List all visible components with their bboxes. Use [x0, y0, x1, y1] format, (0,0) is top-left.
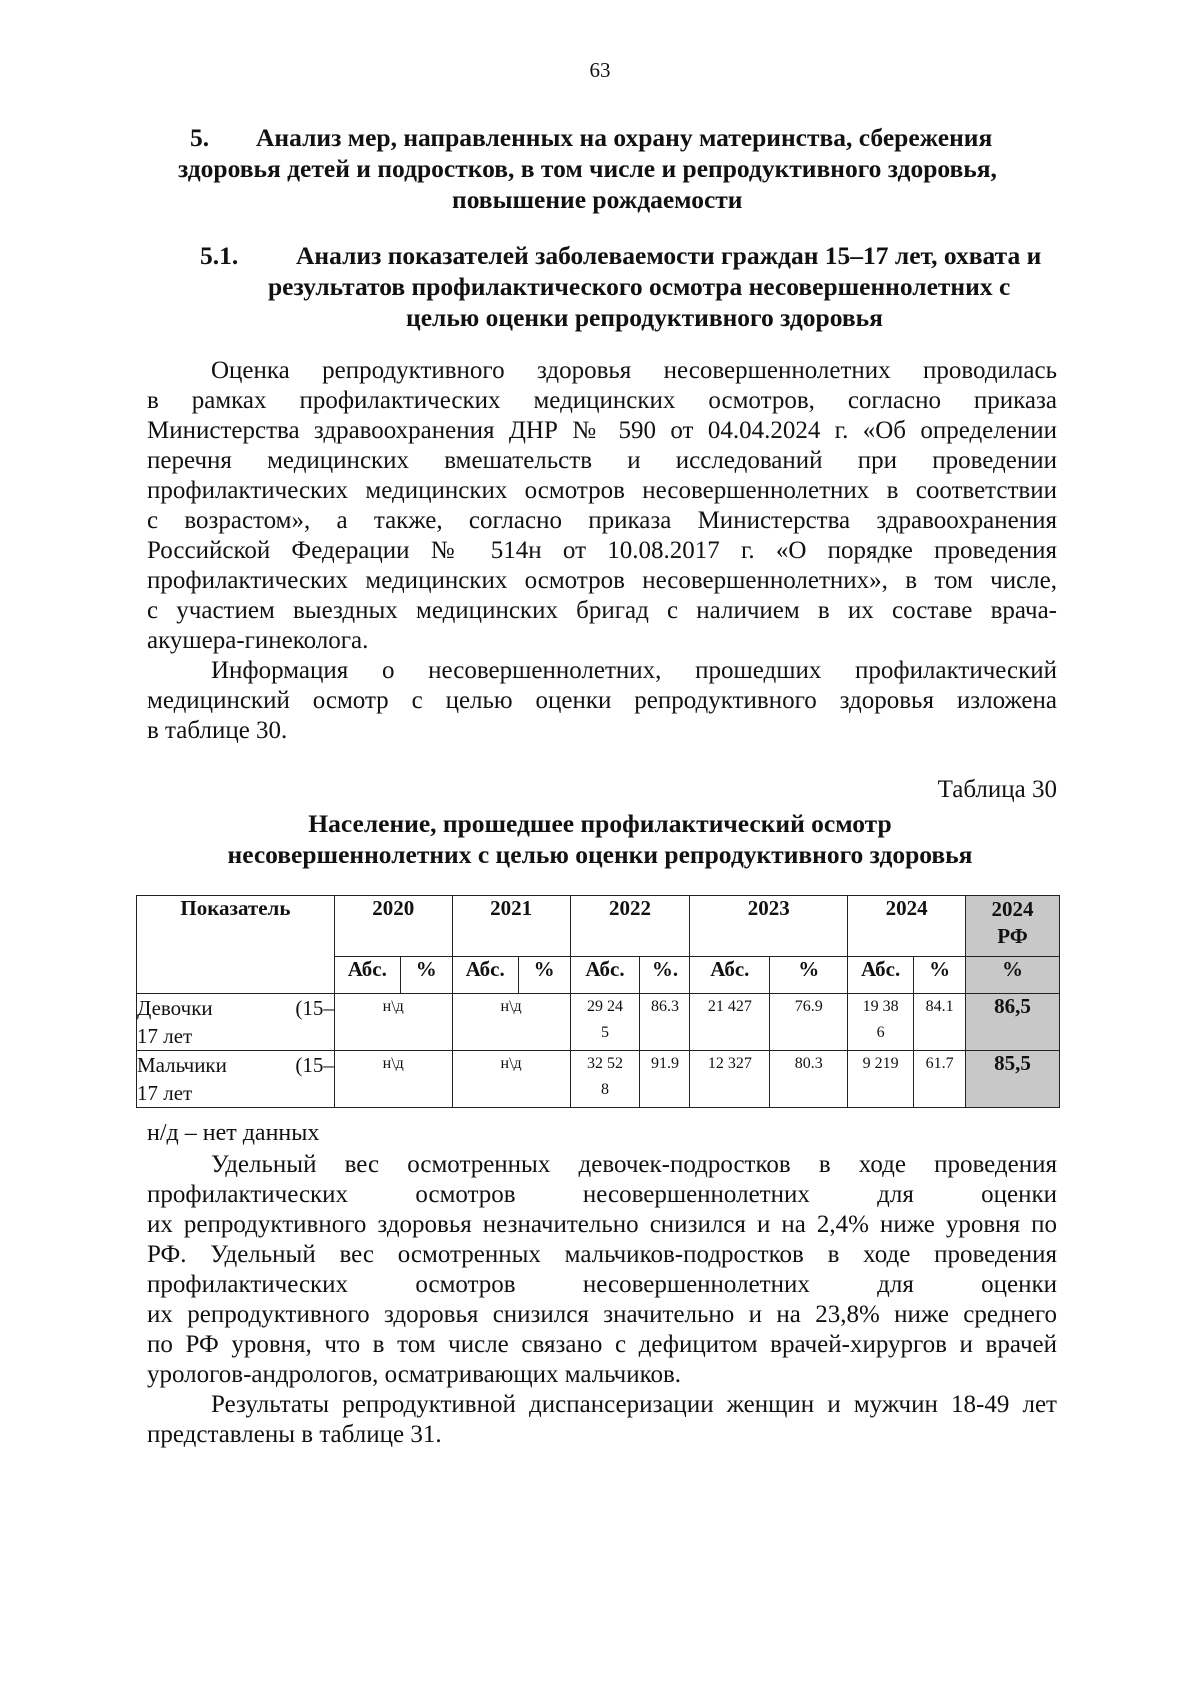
text-line: Информация о несовершеннолетних, прошедших профилактический — [211, 657, 1057, 684]
cell-abs-2022 — [570, 994, 640, 1051]
header-rf-label: РФ — [997, 924, 1028, 948]
cell-2021: н\д — [452, 1051, 570, 1108]
text-line: профилактических медицинских осмотров несовершеннолетних в соответствии — [147, 477, 1057, 504]
row-age: (15– — [295, 996, 334, 1020]
cell-abs-2022 — [570, 1051, 640, 1108]
header-rf — [966, 896, 1060, 957]
header-year: 2024 — [848, 896, 966, 957]
heading-line: здоровья детей и подростков, в том числе и репродуктивного здоровья, — [178, 154, 997, 183]
table-row — [137, 1051, 1060, 1108]
cell-abs-2023: 21 427 — [690, 994, 770, 1051]
header-abs: Абс. — [334, 957, 400, 994]
cell-rf: 86,5 — [966, 994, 1060, 1051]
table-title — [0, 808, 1200, 870]
paragraph-3 — [147, 1150, 1057, 1390]
section-number: 5.1. — [200, 241, 239, 270]
heading-line: повышение рождаемости — [452, 185, 743, 214]
header-abs: Абс. — [690, 957, 770, 994]
text-line: перечня медицинских вмешательств и исследований при проведении — [147, 447, 1057, 474]
header-pct: % — [966, 957, 1060, 994]
header-year: 2022 — [570, 896, 690, 957]
paragraph-1 — [147, 356, 1057, 656]
table-title-line: Население, прошедшее профилактический осмотр — [308, 809, 892, 838]
header-abs: Абс. — [848, 957, 914, 994]
text-line: представлены в таблице 31. — [147, 1421, 442, 1448]
text-line: в таблице 30. — [147, 717, 288, 744]
paragraph-2 — [147, 656, 1057, 746]
header-pct: % — [400, 957, 452, 994]
cell-part: 29 24 — [587, 998, 623, 1015]
text-line: с участием выездных медицинских бригад с наличием в их составе врача- — [147, 597, 1057, 624]
cell-part: 6 — [876, 1024, 885, 1041]
text-line: с возрастом», а также, согласно приказа Министерства здравоохранения — [147, 507, 1057, 534]
header-year: 2023 — [690, 896, 848, 957]
section-number: 5. — [190, 123, 210, 152]
row-name: Девочки — [137, 996, 213, 1020]
row-age-cont: 17 лет — [137, 1024, 193, 1048]
header-indicator: Показатель — [137, 896, 335, 994]
cell-pct-2024: 61.7 — [914, 1051, 966, 1108]
cell-2020: н\д — [334, 994, 452, 1051]
text-line: Министерства здравоохранения ДНР № 590 от 04.04.2024 г. «Об определении — [147, 417, 1057, 444]
table-label: Таблица 30 — [937, 776, 1057, 803]
cell-abs-2023: 12 327 — [690, 1051, 770, 1108]
text-line: РФ. Удельный вес осмотренных мальчиков-подростков в ходе проведения — [147, 1241, 1057, 1268]
header-abs: Абс. — [570, 957, 640, 994]
text-line: Российской Федерации № 514н от 10.08.2017 г. «О порядке проведения — [147, 537, 1057, 564]
row-age: (15– — [295, 1053, 334, 1077]
text-line: Результаты репродуктивной диспансеризации женщин и мужчин 18-49 лет — [211, 1391, 1057, 1418]
header-pct: % — [770, 957, 848, 994]
text-line: акушера-гинеколога. — [147, 627, 369, 654]
cell-abs-2024: 9 219 — [848, 1051, 914, 1108]
text-line: Оценка репродуктивного здоровья несовершеннолетних проводилась — [211, 357, 1057, 384]
table-row — [137, 994, 1060, 1051]
heading-line: Анализ мер, направленных на охрану материнства, сбережения — [256, 123, 993, 152]
paragraph-4 — [147, 1390, 1057, 1450]
text-line: их репродуктивного здоровья незначительно снизился и на 2,4% ниже уровня по — [147, 1211, 1057, 1238]
heading-line: целью оценки репродуктивного здоровья — [406, 303, 883, 332]
text-line: Удельный вес осмотренных девочек-подростков в ходе проведения — [211, 1151, 1057, 1178]
cell-2020: н\д — [334, 1051, 452, 1108]
header-rf-year: 2024 — [991, 897, 1034, 921]
cell-rf: 85,5 — [966, 1051, 1060, 1108]
page-number: 63 — [589, 58, 611, 82]
cell-abs-2024 — [848, 994, 914, 1051]
cell-pct-2022: 91.9 — [640, 1051, 690, 1108]
heading-line: Анализ показателей заболеваемости граждан 15–17 лет, охвата и — [296, 241, 1042, 270]
header-abs: Абс. — [452, 957, 518, 994]
header-pct: % — [914, 957, 966, 994]
row-indicator — [137, 1051, 335, 1108]
text-line: их репродуктивного здоровья снизился значительно и на 23,8% ниже среднего — [147, 1301, 1057, 1328]
cell-pct-2024: 84.1 — [914, 994, 966, 1051]
cell-pct-2022: 86.3 — [640, 994, 690, 1051]
header-year: 2021 — [452, 896, 570, 957]
cell-part: 5 — [601, 1024, 609, 1041]
text-line: урологов-андрологов, осматривающих мальчиков. — [147, 1361, 682, 1388]
cell-part: 19 38 — [862, 998, 899, 1015]
text-line: медицинский осмотр с целью оценки репродуктивного здоровья изложена — [147, 687, 1057, 714]
row-indicator — [137, 994, 335, 1051]
table-note: н/д – нет данных — [147, 1120, 320, 1146]
text-line: профилактических осмотров несовершеннолетних для оценки — [147, 1181, 1057, 1208]
text-line: в рамках профилактических медицинских осмотров, согласно приказа — [147, 387, 1057, 414]
cell-part: 32 52 — [587, 1055, 623, 1072]
cell-2021: н\д — [452, 994, 570, 1051]
cell-pct-2023: 76.9 — [770, 994, 848, 1051]
data-table — [136, 895, 1060, 1108]
text-line: по РФ уровня, что в том числе связано с дефицитом врачей-хирургов и врачей — [147, 1331, 1057, 1358]
header-year: 2020 — [334, 896, 452, 957]
header-pct: % — [518, 957, 570, 994]
table-title-line: несовершеннолетних с целью оценки репродуктивного здоровья — [227, 840, 973, 869]
text-line: профилактических медицинских осмотров несовершеннолетних», в том числе, — [147, 567, 1057, 594]
row-name: Мальчики — [137, 1053, 227, 1077]
row-age-cont: 17 лет — [137, 1081, 193, 1105]
cell-pct-2023: 80.3 — [770, 1051, 848, 1108]
cell-part: 8 — [601, 1081, 609, 1098]
heading-line: результатов профилактического осмотра несовершеннолетних с — [268, 272, 1011, 301]
header-pct: %. — [640, 957, 690, 994]
table-header-row — [137, 896, 1060, 957]
text-line: профилактических осмотров несовершеннолетних для оценки — [147, 1271, 1057, 1298]
